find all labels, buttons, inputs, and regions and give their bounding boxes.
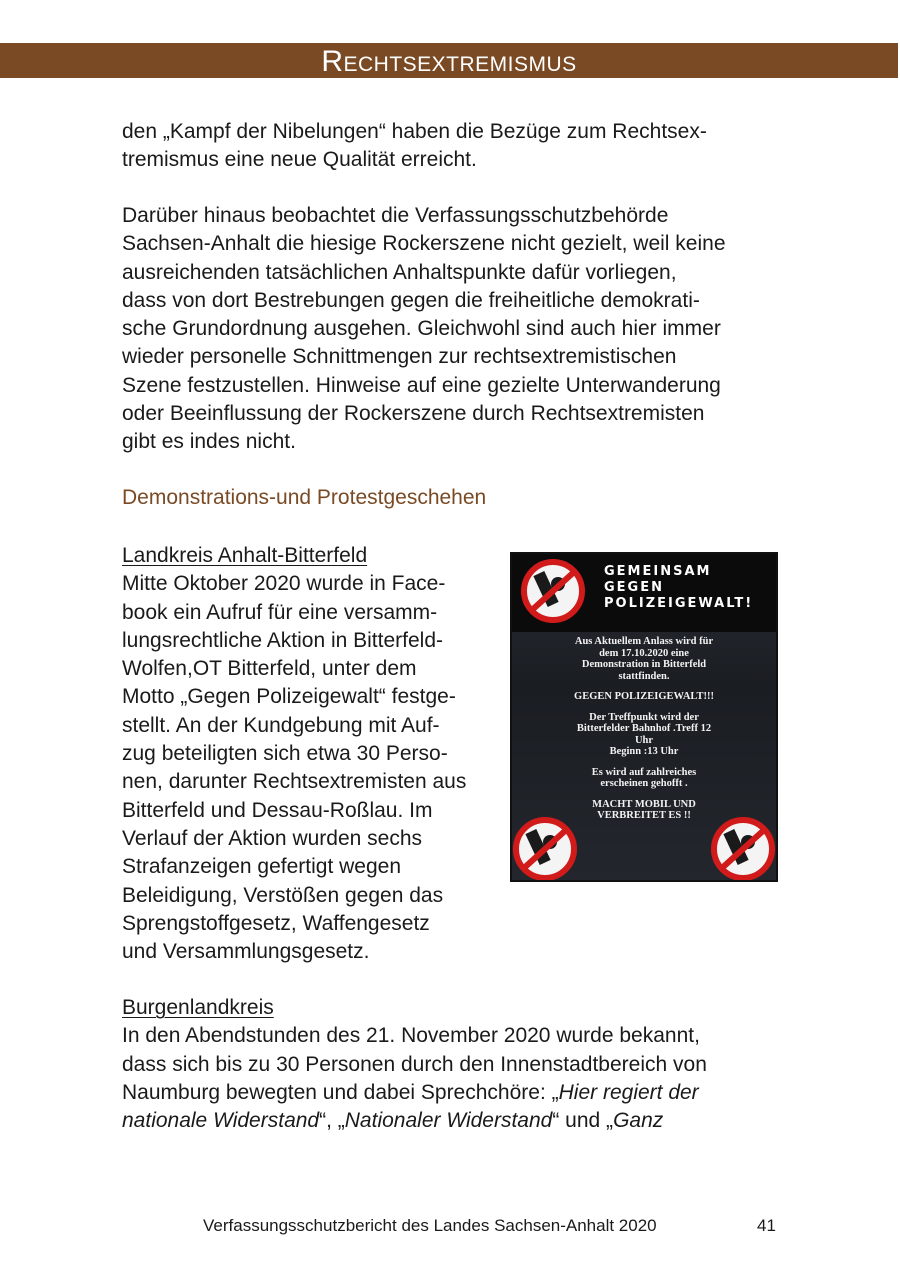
text-line: Wolfen,OT Bitterfeld, unter dem	[122, 657, 417, 681]
text-line: lungsrechtliche Aktion in Bitterfeld-	[122, 628, 443, 652]
page-title: Rechtsextremismus	[321, 45, 577, 78]
anti-police-emblem-icon	[520, 558, 586, 624]
subheading-anhalt-bitterfeld: Landkreis Anhalt-Bitterfeld	[122, 544, 368, 567]
text-line: dass von dort Bestrebungen gegen die freiheitliche demokrati-	[122, 288, 700, 312]
text-line: book ein Aufruf für eine versamm-	[122, 600, 438, 624]
text-line: Naumburg bewegten und dabei Sprechchöre: „Hier regiert der	[122, 1080, 699, 1104]
text-line: ausreichenden tatsächlichen Anhaltspunkte dafür vorliegen,	[122, 260, 677, 284]
text-line: gibt es indes nicht.	[122, 430, 296, 454]
text-line: Szene festzustellen. Hinweise auf eine gezielte Unterwanderung	[122, 373, 721, 397]
text-line: Strafanzeigen gefertigt wegen	[122, 855, 402, 879]
text-line: nationale Widerstand“, „Nationaler Widerstand“ und „Ganz	[122, 1109, 664, 1133]
text-line: Verlauf der Aktion wurden sechs	[122, 826, 423, 850]
subheading-burgenlandkreis: Burgenlandkreis	[122, 996, 274, 1019]
text-line: dass sich bis zu 30 Personen durch den Innenstadtbereich von	[122, 1052, 707, 1076]
poster-block: Aus Aktuellem Anlass wird für dem 17.10.2020 eine Demonstration in Bitterfeld stattfinden.	[574, 636, 714, 682]
paragraph-burgenlandkreis	[122, 994, 772, 1135]
header-bar	[0, 43, 898, 78]
text-line: oder Beeinflussung der Rockerszene durch Rechtsextremisten	[122, 402, 705, 426]
text-line: wieder personelle Schnittmengen zur rechtsextremistischen	[122, 345, 677, 369]
text-line: Beleidigung, Verstößen gegen das	[122, 883, 444, 907]
poster-block: GEGEN POLIZEIGEWALT!!!	[574, 691, 714, 702]
text-line: tremismus eine neue Qualität erreicht.	[122, 148, 477, 172]
section-heading: Demonstrations-und Protestgeschehen	[122, 486, 487, 509]
poster-headline: GEMEINSAM GEGEN POLIZEIGEWALT!	[604, 564, 754, 611]
poster-block: MACHT MOBIL UND VERBREITET ES !!	[592, 798, 696, 821]
protest-poster-image	[510, 552, 778, 882]
text-line: stellt. An der Kundgebung mit Auf-	[122, 713, 440, 737]
page-number: 41	[757, 1216, 776, 1235]
poster-block: Der Treffpunkt wird der Bitterfelder Bahnhof .Treff 12 Uhr Beginn :13 Uhr	[576, 711, 712, 757]
text-line: den „Kampf der Nibelungen“ haben die Bezüge zum Rechtsex-	[122, 120, 707, 143]
text-line: zug beteiligten sich etwa 30 Perso-	[122, 742, 448, 766]
text-line: und Versammlungsgesetz.	[122, 940, 370, 964]
text-line: Mitte Oktober 2020 wurde in Face-	[122, 572, 446, 596]
text-line: Sachsen-Anhalt die hiesige Rockerszene nicht gezielt, weil keine	[122, 232, 726, 256]
text-line: In den Abendstunden des 21. November 2020 wurde bekannt,	[122, 1024, 700, 1048]
text-line: Darüber hinaus beobachtet die Verfassungsschutzbehörde	[122, 204, 669, 227]
anti-police-emblem-icon	[512, 816, 578, 882]
paragraph-anhalt-bitterfeld	[122, 542, 502, 966]
text-line: sche Grundordnung ausgehen. Gleichwohl sind auch hier immer	[122, 317, 721, 341]
paragraph-nibelungen	[122, 118, 782, 175]
poster-body	[542, 636, 746, 831]
poster-block: Es wird auf zahlreiches erscheinen gehofft .	[591, 766, 697, 789]
text-line: Motto „Gegen Polizeigewalt“ festge-	[122, 685, 456, 709]
paragraph-rockerszene	[122, 202, 782, 457]
text-line: Bitterfeld und Dessau-Roßlau. Im	[122, 798, 433, 822]
footer-text: Verfassungsschutzbericht des Landes Sachsen-Anhalt 2020	[203, 1216, 657, 1235]
text-line: nen, darunter Rechtsextremisten aus	[122, 770, 467, 794]
text-line: Sprengstoffgesetz, Waffengesetz	[122, 911, 430, 935]
anti-police-emblem-icon	[710, 816, 776, 882]
